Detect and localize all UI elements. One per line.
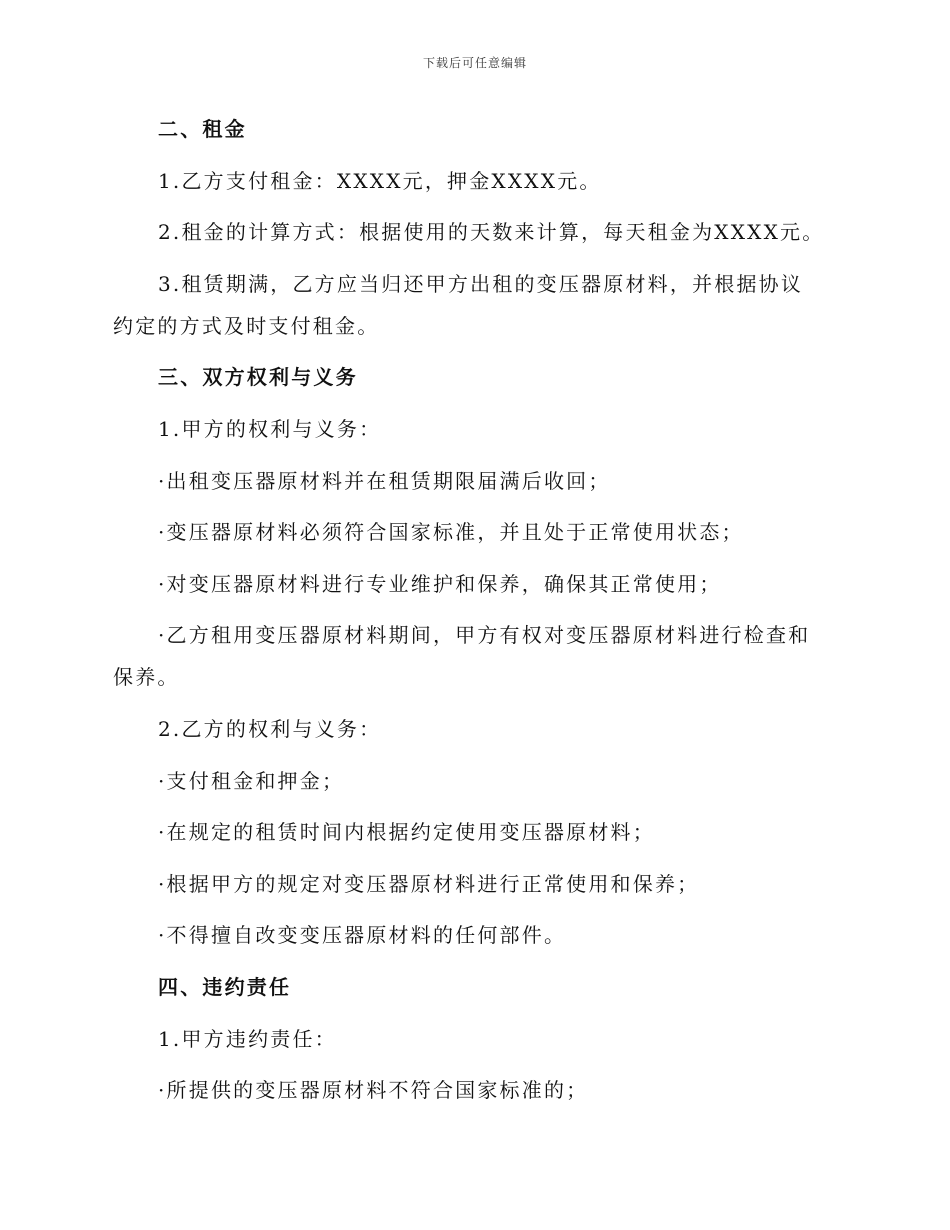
section-heading-breach: 四、违约责任 xyxy=(158,974,292,999)
paragraph: 1.甲方违约责任： xyxy=(158,1026,337,1051)
list-item: ·不得擅自改变变压器原材料的任何部件。 xyxy=(158,923,567,948)
list-item: ·在规定的租赁时间内根据约定使用变压器原材料； xyxy=(158,820,655,845)
list-item: ·变压器原材料必须符合国家标准，并且处于正常使用状态； xyxy=(158,520,744,545)
section-heading-rights: 三、双方权利与义务 xyxy=(158,365,358,390)
list-item: ·对变压器原材料进行专业维护和保养，确保其正常使用； xyxy=(158,571,722,596)
list-item: ·根据甲方的规定对变压器原材料进行正常使用和保养； xyxy=(158,871,700,896)
paragraph: 1.甲方的权利与义务： xyxy=(158,416,382,441)
paragraph: 2.乙方的权利与义务： xyxy=(158,716,382,741)
paragraph: 3.租赁期满，乙方应当归还甲方出租的变压器原材料，并根据协议约定的方式及时支付租金。 xyxy=(113,271,804,338)
list-item: ·支付租金和押金； xyxy=(158,768,345,793)
paragraph: 1.乙方支付租金：XXXX元，押金XXXX元。 xyxy=(158,168,602,193)
document-body xyxy=(113,108,825,1121)
paragraph: 2.租金的计算方式：根据使用的天数来计算，每天租金为XXXX元。 xyxy=(158,220,825,245)
page-header: 下载后可任意编辑 xyxy=(422,56,527,70)
list-item: ·所提供的变压器原材料不符合国家标准的； xyxy=(158,1078,589,1103)
section-heading-rent: 二、租金 xyxy=(158,117,247,141)
list-item: ·乙方租用变压器原材料期间，甲方有权对变压器原材料进行检查和保养。 xyxy=(113,623,811,690)
list-item: ·出租变压器原材料并在租赁期限届满后收回； xyxy=(158,468,611,493)
